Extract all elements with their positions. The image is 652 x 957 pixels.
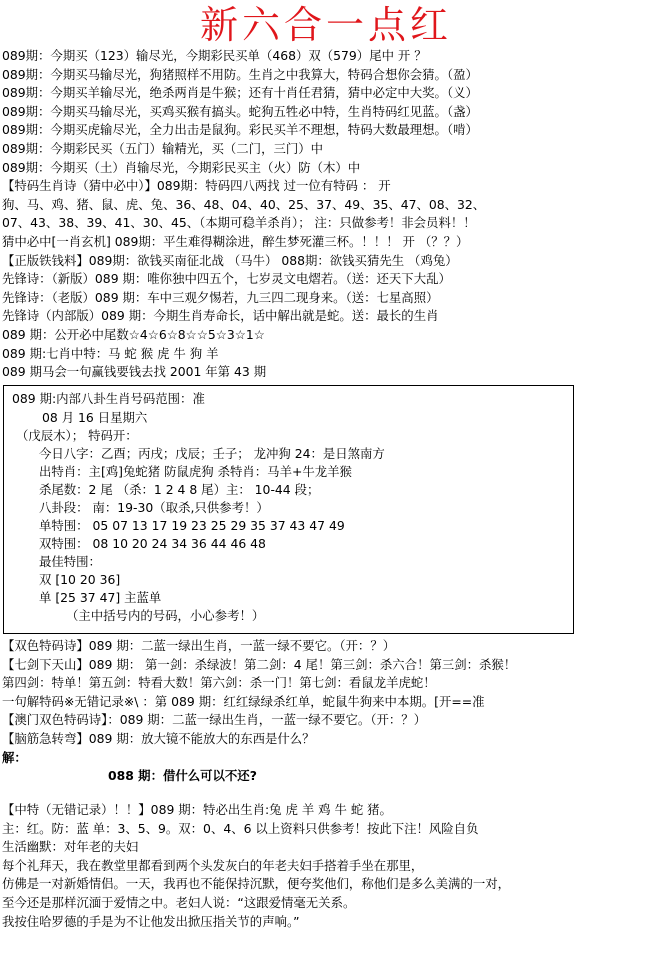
text-line: 089期：今期买（土）肖输尽光，今期彩民买主（火）防（木）中 bbox=[2, 159, 361, 175]
box-line: 双 [10 20 36] bbox=[39, 572, 121, 587]
text-line: 每个礼拜天，我在教堂里都看到两个头发灰白的年老夫妇手搭着手坐在那里， bbox=[2, 857, 424, 873]
box-line: 今日八字：乙酉；丙戌；戊辰；壬子； 龙冲狗 24：是日煞南方 bbox=[39, 446, 385, 461]
text-line: 一句解特码※无错记录※\ ：第 089 期：红红绿绿杀红单，蛇鼠牛狗来中本期。[开==准 bbox=[2, 693, 485, 709]
box-line: （戊辰木）； 特码开： bbox=[16, 428, 138, 443]
text-line: 【七剑下天山】089 期： 第一剑：杀绿波！第二剑：4 尾！第三剑：杀六合！第三剑：杀猴！ bbox=[2, 656, 517, 672]
text-line: 狗、马、鸡、猪、鼠、虎、兔、36、48、04、40、25、37、49、35、47、08、32、 bbox=[2, 196, 486, 212]
text-line: 主：红。防：蓝 单：3、5、9。双：0、4、6 以上资料只供参考！按此下注！风险自负 bbox=[2, 820, 479, 836]
text-line: 【双色特码诗】089 期：二蓝一绿出生肖，一蓝一绿不要它。（开：？） bbox=[2, 638, 396, 653]
text-line: 我按住哈罗德的手是为不让他发出掀压指关节的声响。” bbox=[2, 913, 300, 929]
box-line: 089 期:内部八卦生肖号码范围：准 bbox=[12, 391, 205, 406]
text-line: 第四剑：特单！第五剑：特看大数！第六剑：杀一门！第七剑：看鼠龙羊虎蛇！ bbox=[2, 675, 436, 691]
box-line: （主中括号内的号码，小心参考！） bbox=[66, 608, 265, 623]
text-line: 07、43、38、39、41、30、45、（本期可稳羊杀肖）； 注：只做参考！非会员料！！ bbox=[2, 215, 476, 231]
text-line: 猜中必中[一肖玄机] 089期：平生难得糊涂进，醉生梦死灌三杯。！！！ 开 （？？） bbox=[2, 233, 469, 249]
box-line: 08 月 16 日星期六 bbox=[42, 410, 148, 425]
text-line: 【澳门双色特码诗】：089 期：二蓝一绿出生肖，一蓝一绿不要它。（开：？） bbox=[2, 712, 427, 728]
answer-label: 解： bbox=[2, 749, 27, 765]
text-line: 089 期:七肖中特：马 蛇 猴 虎 牛 狗 羊 bbox=[2, 345, 219, 361]
box-line: 单 [25 37 47] 主蓝单 bbox=[39, 590, 162, 605]
text-line: 至今还是那样沉湎于爱情之中。老妇人说：“这跟爱情毫无关系。 bbox=[2, 894, 356, 910]
text-line: 089 期：公开必中尾数☆4☆6☆8☆☆5☆3☆1☆ bbox=[2, 326, 265, 342]
text-line: 先锋诗：（老版）089 期：车中三观夕惕若，九三四二现身来。（送：七星高照） bbox=[2, 289, 439, 305]
box-line: 杀尾数：2 尾 （杀：1 2 4 8 尾）主： 10-44 段； bbox=[39, 482, 320, 497]
box-line: 最佳特围： bbox=[39, 554, 101, 569]
text-line: 【中特（无错记录）！！】089 期：特必出生肖:兔 虎 羊 鸡 牛 蛇 猪。 bbox=[2, 802, 392, 817]
text-line: 089 期马会一句赢钱要钱去找 2001 年第 43 期 bbox=[2, 364, 267, 380]
text-line: 生活幽默：对年老的夫妇 bbox=[2, 839, 139, 855]
bagua-box bbox=[3, 385, 574, 634]
text-line: 089期：今期买（123）输尽光，今期彩民买单（468）双（579）尾中 开 ？ bbox=[2, 48, 427, 63]
text-line: 089期：今期买虎输尽光，全力出击是鼠狗。彩民买羊不理想，特码大数最理想。（啃） bbox=[2, 122, 478, 138]
text-line: 089期：今期买马输尽光，买鸡买猴有搞头。蛇狗五牲必中特，生肖特码红见蓝。（盏） bbox=[2, 103, 478, 119]
box-line: 单特围： 05 07 13 17 19 23 25 29 35 37 43 47 49 bbox=[39, 518, 345, 533]
text-line: 【脑筋急转弯】089 期：放大镜不能放大的东西是什么？ bbox=[2, 730, 315, 746]
tail-section bbox=[0, 801, 652, 931]
text-line: 先锋诗：（新版）089 期：唯你独中四五个，七岁灵文电熠若。（送：还天下大乱） bbox=[2, 271, 451, 287]
page-title: 新六合一点红 bbox=[199, 3, 452, 47]
box-line: 八卦段： 南：19-30（取杀,只供参考！） bbox=[39, 500, 269, 515]
text-line: 先锋诗（内部版）089 期：今期生肖寿命长，话中解出就是蛇。送：最长的生肖 bbox=[2, 308, 439, 324]
text-line: 仿佛是一对新婚情侣。一天，我再也不能保持沉默，便夸奖他们，称他们是多么美满的一对， bbox=[2, 876, 511, 892]
top-section bbox=[0, 47, 652, 382]
text-line: 089期：今期买马输尽光，狗猪照样不用防。生肖之中我算大，特码合想你会猜。（盈） bbox=[2, 66, 478, 82]
box-line: 出特肖：主[鸡]兔蛇猪 防鼠虎狗 杀特肖：马羊+牛龙羊猴 bbox=[39, 464, 352, 479]
bottom-section bbox=[0, 637, 652, 786]
box-line: 双特围： 08 10 20 24 34 36 44 46 48 bbox=[39, 536, 266, 551]
text-line: 089期：今期买羊输尽光，绝杀两肖是牛猴；还有十肖任君猜，猜中必定中大奖。（义） bbox=[2, 85, 478, 101]
text-line: 【特码生肖诗（猜中必中）】089期：特码四八两找 过一位有特码 ： 开 bbox=[2, 178, 391, 194]
text-line: 【正版铁钱料】089期：欲钱买南征北战 （马牛） 088期：欲钱买猜先生 （鸡兔） bbox=[2, 252, 458, 268]
text-line: 089期：今期彩民买（五门）输精光，买（二门，三门）中 bbox=[2, 140, 324, 156]
question-088: 088 期：借什么可以不还? bbox=[108, 768, 257, 784]
